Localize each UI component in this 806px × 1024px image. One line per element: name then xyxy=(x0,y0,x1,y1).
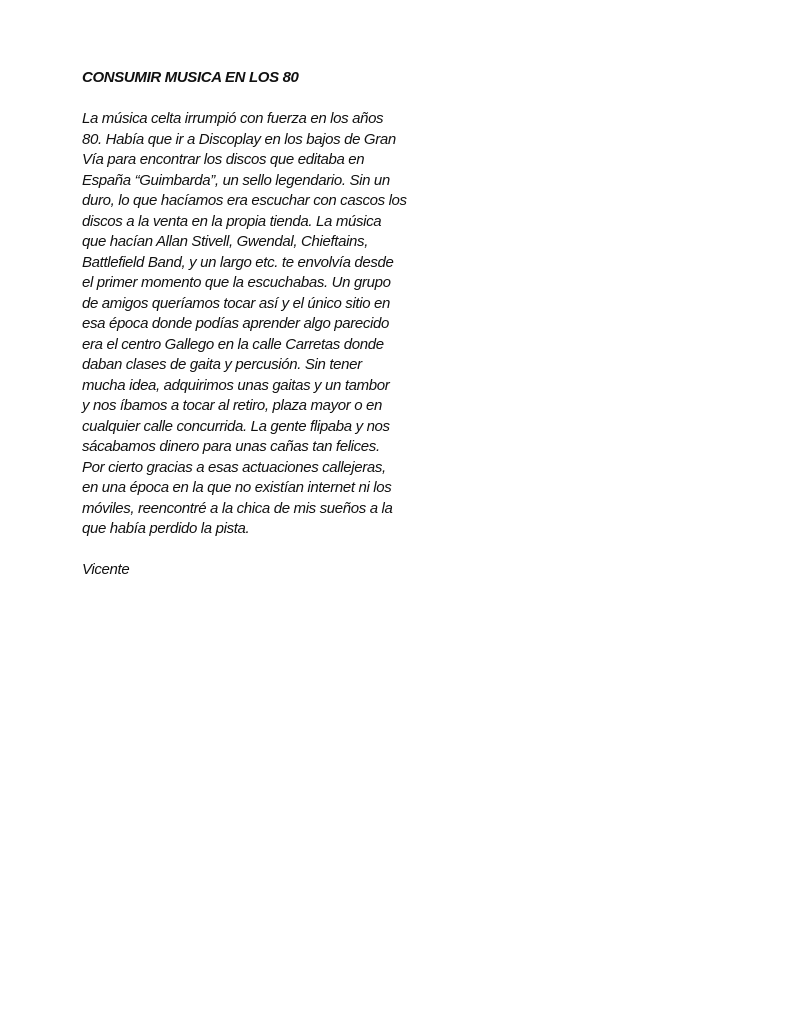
body-line: en una época en la que no existían internet ni los xyxy=(82,479,392,496)
body-line: Battlefield Band, y un largo etc. te envolvía desde xyxy=(82,253,394,271)
body-line: Por cierto gracias a esas actuaciones callejeras, xyxy=(82,458,386,476)
article-body xyxy=(82,109,442,540)
body-line: España “Guimbarda”, un sello legendario. Sin un xyxy=(82,171,390,189)
body-line: móviles, reencontré a la chica de mis sueños a la xyxy=(82,499,393,517)
body-line: sácabamos dinero para unas cañas tan felices. xyxy=(82,438,380,455)
body-line: era el centro Gallego en la calle Carretas donde xyxy=(82,335,384,353)
body-line: que había perdido la pista. xyxy=(82,520,250,537)
body-line: discos a la venta en la propia tienda. La música xyxy=(82,212,382,230)
body-line: 80. Había que ir a Discoplay en los bajos de Gran xyxy=(82,130,396,148)
body-line: daban clases de gaita y percusión. Sin tener xyxy=(82,356,362,373)
body-line: de amigos queríamos tocar así y el único sitio en xyxy=(82,294,391,312)
body-line: el primer momento que la escuchabas. Un grupo xyxy=(82,274,391,291)
body-line: La música celta irrumpió con fuerza en los años xyxy=(82,110,384,127)
body-line: mucha idea, adquirimos unas gaitas y un tambor xyxy=(82,376,390,394)
body-line: Vía para encontrar los discos que editaba en xyxy=(82,151,365,168)
body-line: duro, lo que hacíamos era escuchar con cascos los xyxy=(82,192,407,209)
author-signature: Vicente xyxy=(82,561,130,578)
body-line: que hacían Allan Stivell, Gwendal, Chieftains, xyxy=(82,233,369,250)
article-title: CONSUMIR MUSICA EN LOS 80 xyxy=(82,69,299,86)
article xyxy=(82,68,442,581)
body-line: esa época donde podías aprender algo parecido xyxy=(82,315,389,332)
body-line: cualquier calle concurrida. La gente flipaba y nos xyxy=(82,417,390,435)
body-line: y nos íbamos a tocar al retiro, plaza mayor o en xyxy=(82,397,383,414)
